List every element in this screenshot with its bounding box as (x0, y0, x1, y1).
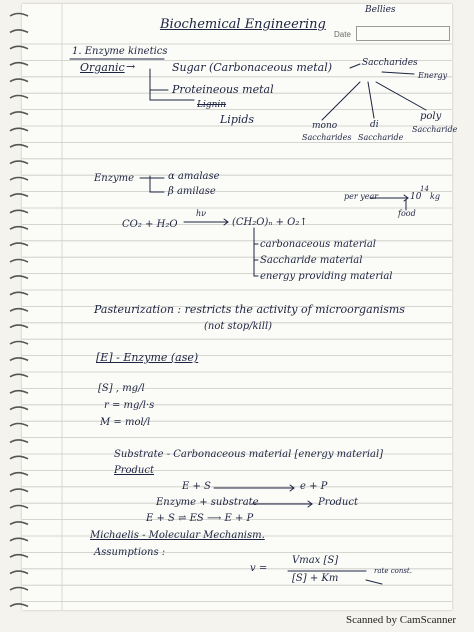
sugar-text: Sugar (Carbonaceous metal) (172, 61, 333, 74)
food-text: food (398, 209, 416, 218)
lignin-text: Lignin (197, 100, 227, 110)
spiral-ring (10, 571, 28, 574)
organic-arrow: → (126, 60, 136, 73)
saccharides-text: Saccharides (362, 58, 418, 68)
spiral-ring (10, 145, 28, 148)
spiral-ring (10, 342, 28, 345)
es-equation: E + S ⇌ ES ⟶ E + P (146, 513, 254, 524)
molarity: M = mol/l (100, 417, 151, 428)
spiral-ring (10, 424, 28, 427)
energy-material: energy providing material (260, 271, 393, 282)
michaelis-heading: Michaelis - Molecular Mechanism. (90, 530, 265, 541)
denominator: [S] + Km (292, 573, 339, 584)
date-label: Date (334, 30, 351, 39)
sugar-arrow (350, 64, 360, 68)
energy-arrow (382, 72, 414, 74)
kg-unit: kg (430, 192, 440, 201)
spiral-ring (10, 79, 28, 82)
spiral-ring (10, 178, 28, 181)
product-word: Product (318, 497, 358, 508)
di-arrow (368, 82, 374, 118)
poly-text: poly (420, 111, 442, 122)
spiral-ring (10, 374, 28, 377)
mono-arrow (322, 82, 360, 120)
lipids-text: Lipids (220, 113, 255, 126)
spiral-ring (10, 538, 28, 541)
spiral-ring (10, 391, 28, 394)
spiral-ring (10, 440, 28, 443)
organic-label: Organic (80, 61, 125, 74)
top-note: Bellies (365, 5, 396, 15)
beta-amylase: β amilase (168, 186, 216, 197)
spiral-ring (10, 161, 28, 164)
substrate-text: Substrate - Carbonaceous material [energy material] (114, 449, 384, 460)
proteins-text: Proteineous metal (172, 83, 274, 96)
spiral-ring (10, 14, 28, 17)
spiral-ring (10, 588, 28, 591)
enzyme-e-label: [E] - Enzyme (ase) (96, 351, 199, 364)
assumptions-label: Assumptions : (94, 547, 166, 558)
di-sub-text: Saccharide (358, 133, 404, 142)
spiral-ring (10, 243, 28, 246)
s-conc: [S] , mg/l (98, 383, 145, 394)
spiral-ring (10, 473, 28, 476)
spiral-binding (0, 0, 40, 632)
spiral-ring (10, 276, 28, 279)
not-stop-text: (not stop/kill) (204, 321, 273, 332)
spiral-ring (10, 309, 28, 312)
spiral-ring (10, 292, 28, 295)
e-plus-p: e + P (300, 481, 328, 492)
pasteurization-text: Pasteurization : restricts the activity of microorganisms (94, 303, 405, 316)
section-heading: 1. Enzyme kinetics (72, 46, 168, 57)
v-equals: v = (250, 563, 268, 574)
mono-text: mono (312, 121, 338, 131)
spiral-ring (10, 194, 28, 197)
page-title: Biochemical Engineering (160, 17, 326, 32)
exponent: 14 (420, 185, 429, 193)
spiral-ring (10, 456, 28, 459)
ten-power: 10 (410, 192, 422, 202)
energy-text: Energy (418, 71, 448, 80)
reactants: CO₂ + H₂O (122, 219, 178, 230)
spiral-ring (10, 30, 28, 33)
notebook-page (22, 4, 458, 610)
e-plus-s: E + S (182, 481, 211, 492)
product-label: Product (114, 465, 154, 476)
spiral-ring (10, 506, 28, 509)
spiral-ring (10, 227, 28, 230)
spiral-ring (10, 112, 28, 115)
enzyme-substrate: Enzyme + substrate (156, 497, 259, 508)
ink-strokes (22, 4, 452, 610)
sacch-material: Saccharide material (260, 255, 363, 266)
enzyme-label: Enzyme (94, 173, 135, 184)
products: (CH₂O)ₙ + O₂↑ (232, 217, 308, 228)
spiral-ring (10, 128, 28, 131)
spiral-ring (10, 260, 28, 263)
alpha-amylase: α amalase (168, 171, 220, 182)
scanner-footer: Scanned by CamScanner (346, 614, 456, 626)
spiral-ring (10, 555, 28, 558)
spiral-ring (10, 358, 28, 361)
spiral-ring (10, 96, 28, 99)
hv-label: hν (196, 209, 207, 218)
spiral-ring (10, 63, 28, 66)
spiral-ring (10, 325, 28, 328)
rate-unit: r = mg/l·s (104, 400, 155, 411)
vmax-numerator: Vmax [S] (292, 555, 339, 566)
spiral-ring (10, 210, 28, 213)
mono-sub-text: Saccharides (302, 133, 352, 142)
poly-arrow (376, 82, 426, 110)
spiral-ring (10, 46, 28, 49)
per-year: per year (344, 192, 379, 201)
spiral-ring (10, 489, 28, 492)
poly-sub-text: Saccharide (412, 125, 458, 134)
di-text: di (370, 120, 379, 130)
carb-material: carbonaceous material (260, 239, 376, 250)
rate-const-note: rate const. (374, 567, 412, 575)
spiral-ring (10, 407, 28, 410)
spiral-ring (10, 604, 28, 607)
spiral-ring (10, 522, 28, 525)
